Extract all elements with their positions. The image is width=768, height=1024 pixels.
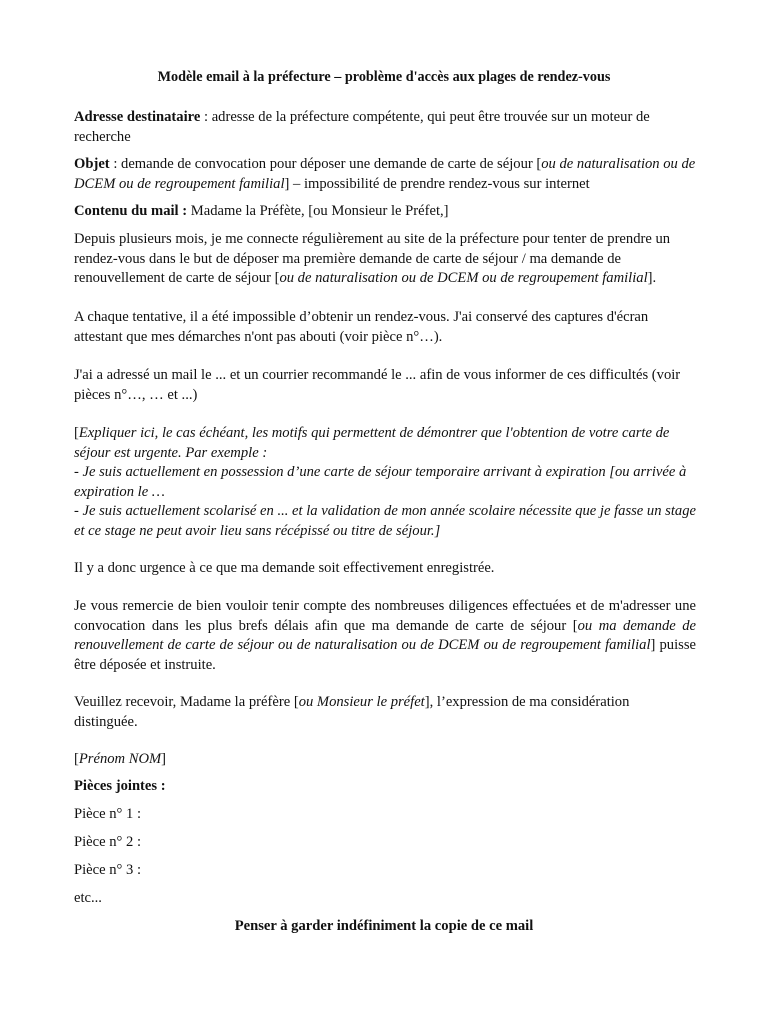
paragraph-1-text-b: ].	[647, 270, 657, 286]
paragraph-6-text-a: Je vous remercie de bien vouloir tenir compte des nombreuses diligences effectuées et de m'adresser une convocation dans les plus brefs délais afin que ma demande de carte de séjour [	[74, 598, 696, 634]
attachment-item: Pièce n° 2 :	[74, 834, 142, 850]
attachment-item: etc...	[74, 890, 102, 906]
paragraph-6-text-b: ] puisse être déposée et instruite.	[74, 637, 696, 673]
signature-open: [	[74, 751, 79, 767]
attachments-label	[74, 777, 696, 797]
paragraph-4-line-2: - Je suis actuellement en possession d’une carte de séjour temporaire arrivant à expiration [ou arrivée à expiration le …	[74, 464, 687, 500]
paragraph-5: Il y a donc urgence à ce que ma demande soit effectivement enregistrée.	[74, 560, 495, 576]
recipient-text: : adresse de la préfecture compétente, qui peut être trouvée sur un moteur de recherche	[74, 109, 650, 145]
document-title: Modèle email à la préfecture – problème d'accès aux plages de rendez-vous	[157, 69, 611, 85]
paragraph-1-text-a: Depuis plusieurs mois, je me connecte régulièrement au site de la préfecture pour tenter de prendre un rendez-vous dans le but de déposer ma première demande de carte de séjour / ma demande de renouvellement de carte de séjour [	[74, 231, 671, 286]
closing-text-b: ], l’expression de ma considération distinguée.	[74, 694, 630, 730]
signature-name: Prénom NOM	[78, 751, 162, 767]
attachments-heading: Pièces jointes :	[74, 778, 166, 794]
closing-text-a: Veuillez recevoir, Madame la préfère [	[74, 694, 299, 710]
paragraph-6-italic: ou ma demande de renouvellement de carte de séjour ou de naturalisation ou de DCEM ou de regroupement familial	[74, 617, 696, 653]
mail-content-label: Contenu du mail :	[74, 203, 188, 219]
paragraph-6	[74, 597, 696, 675]
closing-paragraph	[74, 693, 696, 732]
subject-label: Objet	[74, 156, 110, 172]
signature-line	[74, 750, 696, 770]
signature-close: ]	[161, 751, 167, 767]
paragraph-4-line-3: - Je suis actuellement scolarisé en ... et la validation de mon année scolaire nécessite que je fasse un stage et ce stage ne peut avoir lieu sans récépissé ou titre de séjour.]	[74, 503, 696, 539]
footer-note-text: Penser à garder indéfiniment la copie de ce mail	[234, 918, 534, 934]
recipient-label: Adresse destinataire	[74, 109, 201, 125]
paragraph-3: J'ai a adressé un mail le ... et un courrier recommandé le ... afin de vous informer de ces difficultés (voir pièces n°…, … et ...)	[74, 367, 681, 403]
subject-text-b: ] – impossibilité de prendre rendez-vous sur internet	[284, 175, 590, 192]
subject-italic: ou de naturalisation ou de DCEM ou de regroupement familial	[74, 156, 696, 192]
mail-content-line	[74, 202, 696, 222]
paragraph-4-line-1: Expliquer ici, le cas échéant, les motifs qui permettent de démontrer que l'obtention de votre carte de séjour est urgente. Par exemple :	[74, 425, 670, 461]
footer-note	[0, 917, 768, 937]
paragraph-1-italic: ou de naturalisation ou de DCEM ou de regroupement familial	[279, 270, 648, 286]
attachment-item: Pièce n° 1 :	[74, 806, 142, 822]
paragraph-1	[74, 230, 696, 289]
paragraph-4	[74, 424, 696, 541]
recipient-line	[74, 108, 696, 147]
paragraph-4-open: [	[74, 425, 79, 441]
paragraph-2: A chaque tentative, il a été impossible d’obtenir un rendez-vous. J'ai conservé des captures d'écran attestant que mes démarches n'ont pas abouti (voir pièce n°…).	[74, 309, 649, 345]
mail-content-text: Madame la Préfète, [ou Monsieur le Préfet,]	[187, 203, 449, 219]
subject-line	[74, 155, 696, 194]
closing-italic: ou Monsieur le préfet	[298, 694, 425, 710]
attachment-item: Pièce n° 3 :	[74, 862, 142, 878]
subject-text-a: : demande de convocation pour déposer une demande de carte de séjour [	[109, 156, 542, 172]
